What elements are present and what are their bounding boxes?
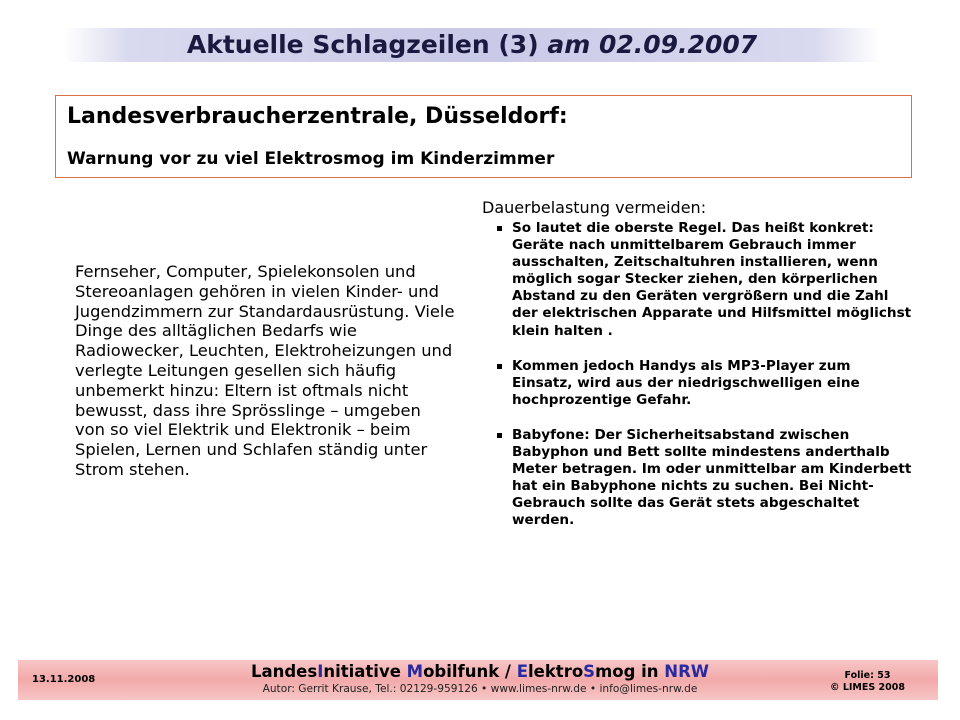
left-body-text: Fernseher, Computer, Spielekonsolen und Stereoanlagen gehören in vielen Kinder- und Jugendzimmern zur Standardausrüstung. Viele Dinge des alltäglichen Bedarfs wie Radiowecker, Leuchten, Elektroheizungen und verlegte Leitungen gesellen sich häufig unbemerkt hinzu: Eltern ist oftmals nicht bewusst, dass ihre Sprösslinge – umgeben von so viel Elektrik und Elektronik – beim Spielen, Lernen und Schlafen ständig unter Strom stehen. [75,262,455,479]
headline-sub: Warnung vor zu viel Elektrosmog im Kinderzimmer [67,149,555,169]
slide-title [64,28,880,62]
headline-main: Landesverbraucherzentrale, Düsseldorf: [67,104,568,129]
bullet-item [482,358,914,409]
bullet-item [482,220,914,340]
square-bullet-icon [497,433,502,438]
right-heading: Dauerbelastung vermeiden: [482,198,707,217]
footer-center [180,661,780,696]
bullet-text: So lautet die oberste Regel. Das heißt konkret: Geräte nach unmittelbarem Gebrauch immer ausschalten, Zeitschaltuhren installieren, wenn möglich sogar Stecker ziehen, den körperlichen Abstand zu den Geräten vergrößern und die Zahl der elektrischen Apparate und Hilfsmittel möglichst klein halten . [512,220,912,339]
bullet-list [482,220,914,530]
square-bullet-icon [497,226,502,231]
square-bullet-icon [497,364,502,369]
footer-date: 13.11.2008 [32,674,96,685]
footer-right [800,670,935,694]
footer-copyright: © LIMES 2008 [830,682,905,693]
slide-title-main: Aktuelle Schlagzeilen (3) [186,30,539,59]
bullet-text: Kommen jedoch Handys als MP3-Player zum Einsatz, wird aus der niedrigschwelligen eine hochprozentige Gefahr. [512,357,860,408]
slide-title-date: am 02.09.2007 [547,30,758,59]
bullet-item [482,427,914,530]
bullet-text: Babyfone: Der Sicherheitsabstand zwischen Babyphon und Bett sollte mindestens anderthalb Meter betragen. Im oder unmittelbar am Kinderbett hat ein Babyphone nichts zu suchen. Bei Nicht-Gebrauch sollte das Gerät stets abgeschaltet werden. [512,426,912,529]
right-column [482,198,914,548]
footer-initiative-name: LandesInitiative Mobilfunk / ElektroSmog in NRW [250,662,710,681]
footer-slide-number: Folie: 53 [844,670,891,681]
footer-author: Autor: Gerrit Krause, Tel.: 02129-959126 • www.limes-nrw.de • info@limes-nrw.de [262,683,698,695]
headline-box [55,95,912,178]
